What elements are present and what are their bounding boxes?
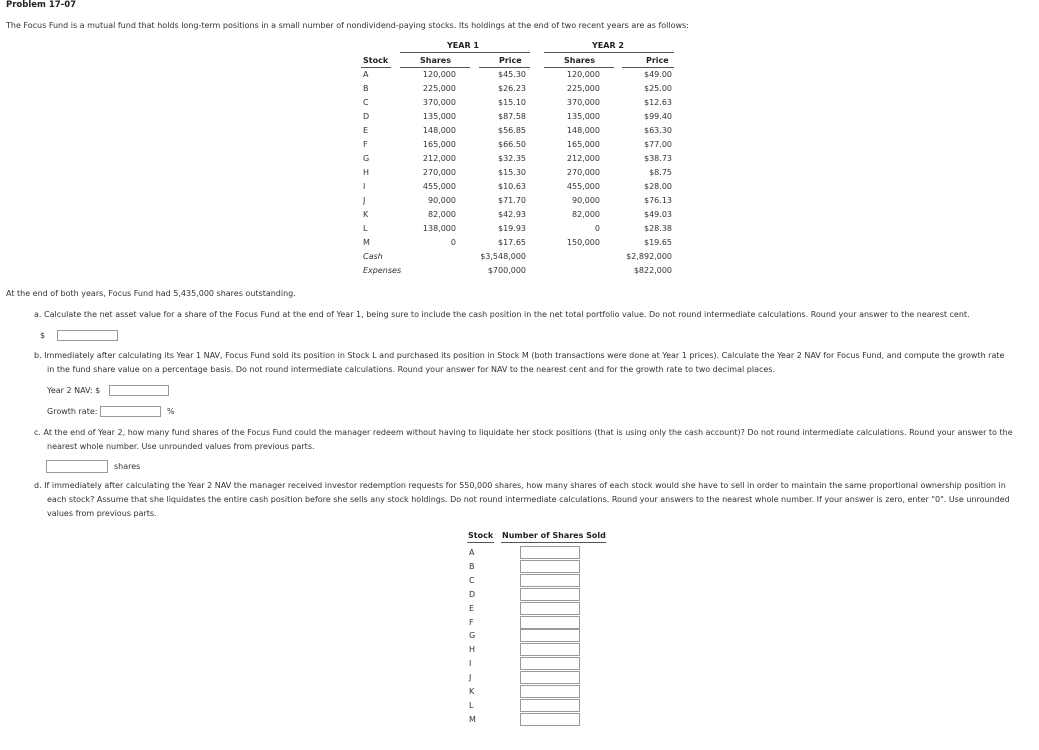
holding-y1-shares-j: 90,000: [428, 196, 456, 205]
holding-stock-a: A: [363, 70, 369, 79]
holding-y1-price-k: $42.93: [498, 210, 526, 219]
holding-stock-f: F: [363, 140, 368, 149]
holding-y2-price-i: $28.00: [644, 182, 672, 191]
part-b-text-line2: in the fund share value on a percentage basis. Do not round intermediate calculations. Round your answer for NAV to the nearest cent and for the growth rate to two decimal places.: [47, 365, 775, 374]
holding-y2-price-c: $12.63: [644, 98, 672, 107]
holding-stock-g: G: [363, 154, 370, 163]
holding-y1-price-m: $17.65: [498, 238, 526, 247]
holding-stock-h: H: [363, 168, 370, 177]
holding-y1-price-l: $19.93: [498, 224, 526, 233]
holding-y2-shares-f: 165,000: [566, 140, 600, 149]
holding-y2-shares-a: 120,000: [566, 70, 600, 79]
holding-y1-shares-e: 148,000: [422, 126, 456, 135]
part-b-percent-sign: %: [167, 407, 175, 416]
holding-y1-price-j: $71.70: [498, 196, 526, 205]
part-c-shares-input[interactable]: [46, 460, 108, 473]
holding-y2-price-e: $63.30: [644, 126, 672, 135]
holding-y1-price-b: $26.23: [498, 84, 526, 93]
holding-y1-price-g: $32.35: [498, 154, 526, 163]
sold-stock-label-f: F: [469, 618, 474, 627]
holding-stock-b: B: [363, 84, 369, 93]
col-y1-shares-underline: [400, 67, 470, 68]
sold-stock-label-c: C: [469, 576, 475, 585]
holding-y2-price-g: $38.73: [644, 154, 672, 163]
expenses-year2: $822,000: [633, 266, 672, 275]
sold-stock-label-i: I: [469, 659, 472, 668]
sold-stock-label-h: H: [469, 645, 476, 654]
year1-header: YEAR 1: [447, 41, 479, 50]
holding-y1-shares-i: 455,000: [422, 182, 456, 191]
holding-y2-shares-m: 150,000: [566, 238, 600, 247]
col-y2-shares-underline: [544, 67, 614, 68]
holding-y1-shares-b: 225,000: [422, 84, 456, 93]
sold-shares-input-d[interactable]: [520, 588, 580, 601]
sold-shares-input-m[interactable]: [520, 713, 580, 726]
holding-y1-price-f: $66.50: [498, 140, 526, 149]
problem-title: Problem 17-07: [6, 0, 77, 10]
sold-shares-input-c[interactable]: [520, 574, 580, 587]
sold-stock-label-j: J: [469, 673, 472, 682]
holding-y1-price-i: $10.63: [498, 182, 526, 191]
col-y1-price-header: Price: [499, 56, 522, 65]
col-y2-price-header: Price: [646, 56, 669, 65]
sold-shares-input-e[interactable]: [520, 602, 580, 615]
part-a-text: a. Calculate the net asset value for a share of the Focus Fund at the end of Year 1, being sure to include the cash position in the net total portfolio value. Do not round intermediate calculations. Round your answer to the nearest cent.: [34, 310, 970, 319]
holdings-table: [356, 40, 676, 280]
holding-y1-shares-a: 120,000: [422, 70, 456, 79]
holding-y1-price-e: $56.85: [498, 126, 526, 135]
holding-y2-shares-l: 0: [594, 224, 600, 233]
expenses-year1: $700,000: [487, 266, 526, 275]
year1-underline: [400, 52, 530, 53]
year2-underline: [544, 52, 674, 53]
holding-stock-c: C: [363, 98, 369, 107]
holding-y1-shares-f: 165,000: [422, 140, 456, 149]
sold-col-shares-underline: [501, 542, 606, 543]
col-stock-header: Stock: [363, 56, 389, 65]
col-y1-price-underline: [479, 67, 530, 68]
sold-shares-input-j[interactable]: [520, 671, 580, 684]
holding-stock-j: J: [363, 196, 366, 205]
part-a-dollar-sign: $: [40, 331, 46, 340]
holding-y1-shares-g: 212,000: [422, 154, 456, 163]
intro-text: The Focus Fund is a mutual fund that holds long-term positions in a small number of nondividend-paying stocks. Its holdings at the end of two recent years are as follows:: [6, 21, 689, 30]
sold-stock-label-l: L: [469, 701, 474, 710]
col-y2-price-underline: [622, 67, 674, 68]
part-b-text-line1: b. Immediately after calculating its Year 1 NAV, Focus Fund sold its position in Stock L and purchased its position in Stock M (both transactions were done at Year 1 prices). Calculate the Year 2 NAV for Focus Fund, and compute the growth rate: [34, 351, 1005, 360]
sold-stock-label-a: A: [469, 548, 475, 557]
part-c-shares-suffix: shares: [114, 462, 141, 471]
cash-year1: $3,548,000: [480, 252, 526, 261]
sold-col-stock-underline: [467, 542, 494, 543]
sold-stock-label-k: K: [469, 687, 475, 696]
part-d-text-line2: each stock? Assume that she liquidates the entire cash position before she sells any stock holdings. Do not round intermediate calculations. Round your answers to the nearest whole number. If your answer is zero, enter "0". Use unrounded: [47, 495, 1010, 504]
part-d-text-line1: d. If immediately after calculating the Year 2 NAV the manager received investor redemption requests for 550,000 shares, how many shares of each stock would she have to sell in order to maintain the same proportional ownership position in: [34, 481, 1006, 490]
part-c-text-line2: nearest whole number. Use unrounded values from previous parts.: [47, 442, 315, 451]
sold-col-shares-header: Number of Shares Sold: [502, 531, 606, 540]
holding-y1-shares-d: 135,000: [422, 112, 456, 121]
sold-shares-input-b[interactable]: [520, 560, 580, 573]
part-b-nav-label: Year 2 NAV: $: [47, 386, 101, 395]
sold-stock-label-m: M: [469, 715, 476, 724]
holding-y1-price-c: $15.10: [498, 98, 526, 107]
expenses-label: Expenses: [363, 266, 402, 275]
holding-stock-l: L: [363, 224, 368, 233]
holding-y2-price-l: $28.38: [644, 224, 672, 233]
part-a-nav-input[interactable]: [57, 330, 118, 341]
sold-stock-label-b: B: [469, 562, 475, 571]
col-y1-shares-header: Shares: [420, 56, 451, 65]
part-b-nav-input[interactable]: [109, 385, 169, 396]
sold-shares-input-k[interactable]: [520, 685, 580, 698]
part-b-growth-input[interactable]: [100, 406, 161, 417]
holding-y2-shares-h: 270,000: [566, 168, 600, 177]
holding-y2-price-j: $76.13: [644, 196, 672, 205]
holding-y2-shares-d: 135,000: [566, 112, 600, 121]
holding-y1-shares-k: 82,000: [428, 210, 456, 219]
holding-y2-price-k: $49.03: [644, 210, 672, 219]
holding-stock-e: E: [363, 126, 369, 135]
holding-y2-price-b: $25.00: [644, 84, 672, 93]
holding-y2-price-h: $8.75: [649, 168, 672, 177]
holding-y1-shares-h: 270,000: [422, 168, 456, 177]
holding-stock-m: M: [363, 238, 370, 247]
holding-y2-price-a: $49.00: [644, 70, 672, 79]
holding-stock-i: I: [363, 182, 366, 191]
holding-y2-shares-k: 82,000: [572, 210, 600, 219]
holding-y2-price-m: $19.65: [644, 238, 672, 247]
holding-y1-price-a: $45.30: [498, 70, 526, 79]
outstanding-text: At the end of both years, Focus Fund had 5,435,000 shares outstanding.: [6, 289, 296, 298]
sold-stock-label-g: G: [469, 631, 476, 640]
holding-stock-k: K: [363, 210, 369, 219]
holding-y1-shares-m: 0: [450, 238, 456, 247]
holding-stock-d: D: [363, 112, 370, 121]
sold-stock-label-e: E: [469, 604, 475, 613]
holding-y1-price-d: $87.58: [498, 112, 526, 121]
col-stock-underline: [361, 67, 391, 68]
holding-y1-shares-l: 138,000: [422, 224, 456, 233]
sold-col-stock-header: Stock: [468, 531, 494, 540]
cash-label: Cash: [363, 252, 383, 261]
year2-header: YEAR 2: [592, 41, 624, 50]
part-d-text-line3: values from previous parts.: [47, 509, 157, 518]
sold-stock-label-d: D: [469, 590, 476, 599]
holding-y2-shares-g: 212,000: [566, 154, 600, 163]
part-b-growth-label: Growth rate:: [47, 407, 98, 416]
sold-shares-input-f[interactable]: [520, 616, 580, 629]
part-c-text-line1: c. At the end of Year 2, how many fund shares of the Focus Fund could the manager redeem without having to liquidate her stock positions (that is using only the cash account)? Do not round intermediate calculations. Round your answer to the: [34, 428, 1013, 437]
holding-y2-shares-b: 225,000: [566, 84, 600, 93]
sold-shares-input-g[interactable]: [520, 629, 580, 642]
holding-y2-shares-j: 90,000: [572, 196, 600, 205]
col-y2-shares-header: Shares: [564, 56, 595, 65]
holding-y2-price-d: $99.40: [644, 112, 672, 121]
holding-y2-price-f: $77.00: [644, 140, 672, 149]
sold-shares-input-l[interactable]: [520, 699, 580, 712]
sold-shares-input-i[interactable]: [520, 657, 580, 670]
holding-y2-shares-c: 370,000: [566, 98, 600, 107]
holding-y2-shares-e: 148,000: [566, 126, 600, 135]
sold-shares-input-h[interactable]: [520, 643, 580, 656]
holding-y1-shares-c: 370,000: [422, 98, 456, 107]
cash-year2: $2,892,000: [626, 252, 672, 261]
holding-y2-shares-i: 455,000: [566, 182, 600, 191]
sold-shares-input-a[interactable]: [520, 546, 580, 559]
holding-y1-price-h: $15.30: [498, 168, 526, 177]
